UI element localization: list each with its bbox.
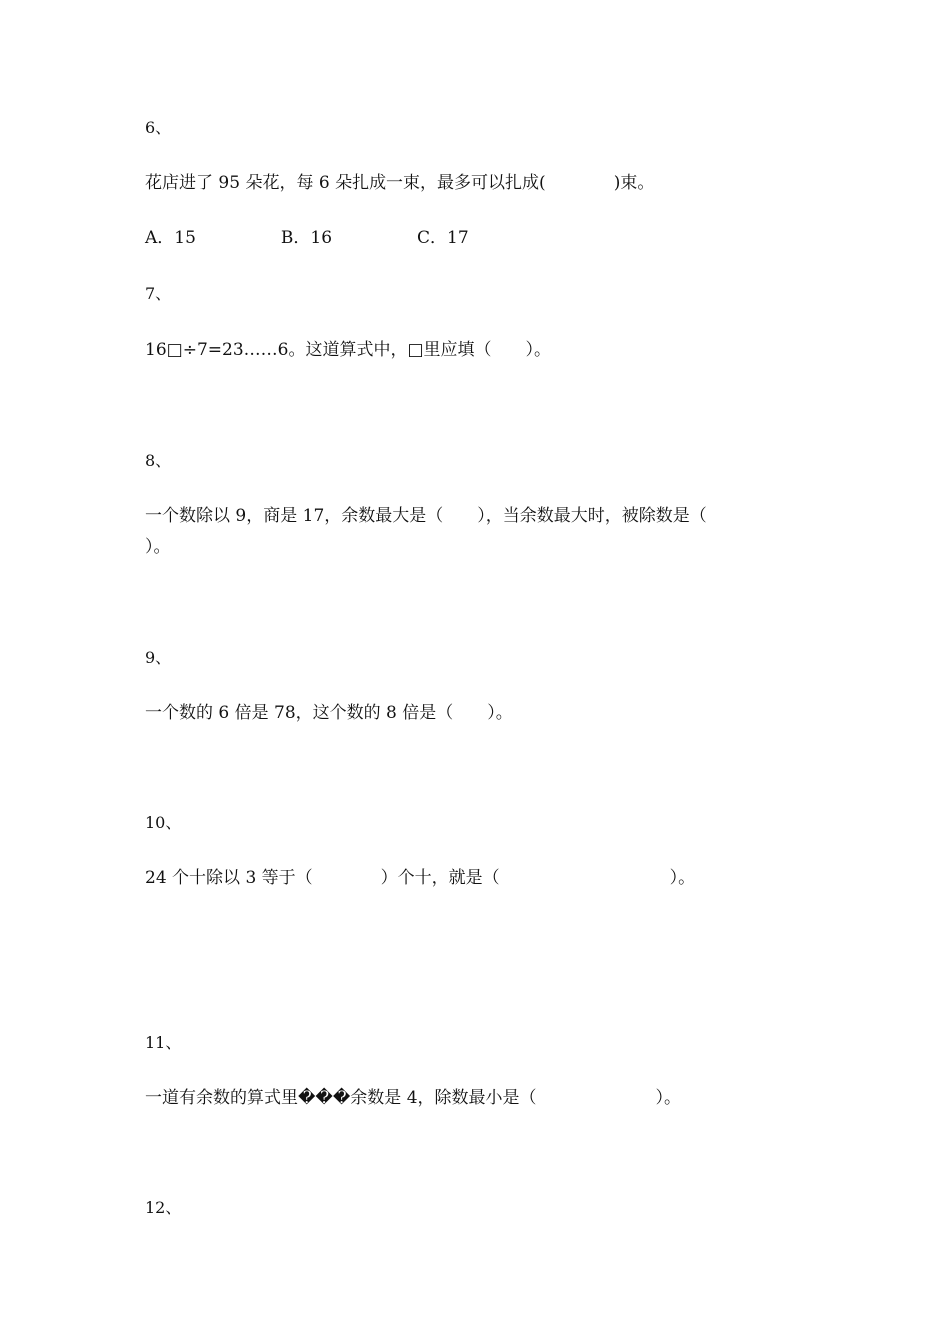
question-8-text-line-2: ）。: [145, 537, 171, 557]
question-7-text: 16□÷7=23……6。这道算式中，□里应填（ ）。: [145, 340, 552, 360]
question-6-number: 6、: [145, 118, 172, 137]
question-9-number: 9、: [145, 648, 172, 667]
question-6-options: A．15 B．16 C．17: [145, 228, 469, 248]
question-10-text: 24 个十除以 3 等于（ ）个十，就是（ ）。: [145, 868, 696, 888]
question-9-text: 一个数的 6 倍是 78，这个数的 8 倍是（ ）。: [145, 703, 513, 723]
question-8-number: 8、: [145, 451, 172, 470]
question-11-text: 一道有余数的算式里���余数是 4，除数最小是（ ）。: [145, 1088, 682, 1108]
question-6-text: 花店进了 95 朵花，每 6 朵扎成一束，最多可以扎成( )束。: [145, 173, 655, 193]
question-7-number: 7、: [145, 284, 172, 303]
question-8-text-line-1: 一个数除以 9，商是 17，余数最大是（ ），当余数最大时，被除数是（: [145, 506, 707, 526]
question-10-number: 10、: [145, 813, 182, 832]
question-11-number: 11、: [145, 1033, 182, 1052]
question-12-number: 12、: [145, 1198, 182, 1217]
